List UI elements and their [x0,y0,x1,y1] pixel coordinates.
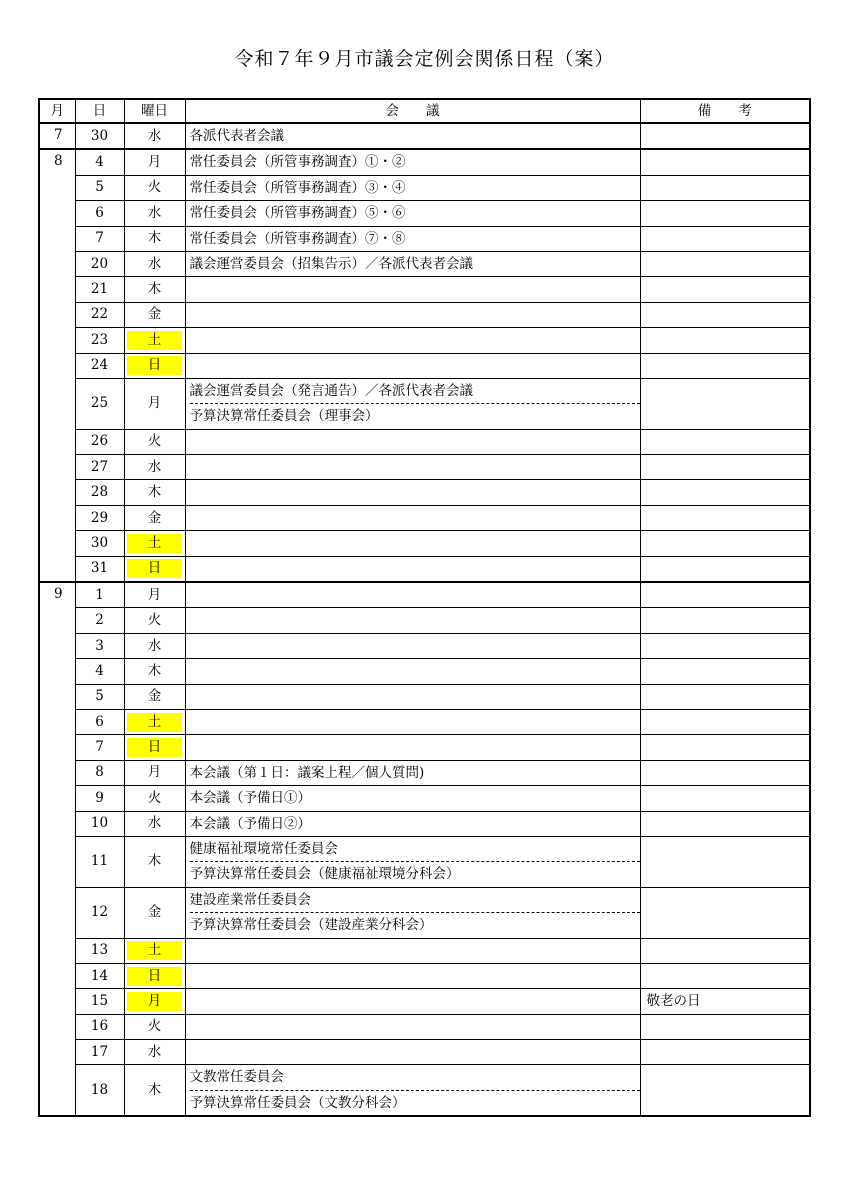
meeting-cell [185,480,640,505]
note-cell [640,201,810,226]
weekday-label: 火 [147,612,162,629]
meeting-cell [185,556,640,582]
meeting-entry: 常任委員会（所管事務調査）⑦・⑧ [189,230,406,247]
weekday-cell [124,989,185,1014]
note-cell [640,786,810,811]
month-cell [39,378,75,429]
schedule-row [39,353,810,378]
schedule-row [39,201,810,226]
schedule-row [39,123,810,149]
schedule-row [39,989,810,1014]
schedule-row [39,608,810,633]
weekday-label: 金 [147,306,162,323]
month-cell [39,836,75,887]
note-cell [640,251,810,276]
weekday-label: 水 [147,458,162,475]
month-cell [39,633,75,658]
month-cell [39,455,75,480]
schedule-row [39,1040,810,1065]
weekday-label: 水 [147,204,162,221]
meeting-entry [190,354,640,378]
weekday-cell [124,302,185,327]
note-cell [640,378,810,429]
weekday-cell [124,786,185,811]
schedule-row [39,735,810,760]
meeting-entry [190,939,640,963]
weekday-cell [124,277,185,302]
meeting-cell [185,123,640,149]
meeting-cell [185,659,640,684]
note-cell [640,582,810,608]
schedule-row [39,659,810,684]
meeting-cell [185,149,640,175]
meeting-cell [185,201,640,226]
day-cell: 13 [75,938,124,963]
month-cell [39,556,75,582]
weekday-label: 火 [147,179,162,196]
month-cell [39,1014,75,1039]
month-cell [39,277,75,302]
day-cell: 21 [75,277,124,302]
meeting-cell [185,633,640,658]
weekday-cell [124,836,185,887]
month-cell [39,353,75,378]
header-meeting: 会 議 [185,99,640,123]
meeting-entry [190,1015,640,1039]
meeting-entry: 予算決算常任委員会（建設産業分科会） [190,912,640,937]
meeting-entry [190,659,640,683]
month-cell [39,608,75,633]
weekday-label: 木 [147,281,162,298]
month-cell [39,201,75,226]
schedule-row [39,556,810,582]
month-cell: 7 [39,123,75,149]
meeting-entry: 文教常任委員会 [189,1069,284,1086]
schedule-row [39,302,810,327]
schedule-row [39,709,810,734]
note-cell [640,938,810,963]
month-cell [39,963,75,988]
day-cell: 7 [75,226,124,251]
note-cell [640,353,810,378]
header-day: 日 [75,99,124,123]
day-cell: 2 [75,608,124,633]
day-cell: 12 [75,887,124,938]
weekday-label: 木 [147,1081,162,1098]
weekday-cell [124,811,185,836]
weekday-cell [124,1065,185,1116]
meeting-entry [190,1040,640,1064]
note-cell [640,531,810,556]
day-cell: 5 [75,175,124,200]
meeting-entry: 本会議（予備日①） [189,790,311,807]
note-cell [640,811,810,836]
note-cell [640,149,810,175]
weekday-label: 金 [147,509,162,526]
weekday-cell [124,480,185,505]
day-cell: 11 [75,836,124,887]
meeting-entry [190,989,640,1013]
meeting-cell [185,251,640,276]
month-cell [39,887,75,938]
meeting-entry [190,634,640,658]
meeting-entry: 各派代表者会議 [189,128,284,144]
meeting-entry [190,506,640,530]
note-cell [640,1014,810,1039]
meeting-cell [185,353,640,378]
holiday-weekday-label: 土 [127,534,182,553]
meeting-entry [190,685,640,709]
weekday-cell [124,149,185,175]
weekday-cell [124,709,185,734]
schedule-row [39,505,810,530]
weekday-cell [124,1014,185,1039]
meeting-entry: 常任委員会（所管事務調査）③・④ [189,179,406,196]
header-month: 月 [39,99,75,123]
weekday-cell [124,633,185,658]
day-cell: 25 [75,378,124,429]
month-cell [39,1065,75,1116]
day-cell: 24 [75,353,124,378]
schedule-row [39,786,810,811]
meeting-cell [185,1040,640,1065]
day-cell: 30 [75,531,124,556]
month-cell [39,989,75,1014]
day-cell: 30 [75,123,124,149]
holiday-weekday-label: 日 [127,967,182,986]
note-cell [640,455,810,480]
meeting-entry [190,964,640,988]
month-cell [39,328,75,353]
note-cell [640,608,810,633]
meeting-entry [190,277,640,301]
meeting-entry: 議会運営委員会（発言通告）／各派代表者会議 [189,382,473,399]
weekday-label: 金 [147,904,162,921]
note-cell [640,836,810,887]
weekday-cell [124,175,185,200]
meeting-cell [185,505,640,530]
note-cell [640,887,810,938]
meeting-entry: 常任委員会（所管事務調査）①・② [189,154,406,171]
weekday-label: 月 [147,154,162,171]
day-cell: 7 [75,735,124,760]
weekday-label: 水 [147,815,162,832]
page-title: 令和７年９月市議会定例会関係日程（案） [234,48,615,70]
holiday-weekday-label: 土 [127,941,182,960]
header-row [39,99,810,123]
month-cell [39,251,75,276]
meeting-entry: 本会議（予備日②） [189,815,311,832]
weekday-cell [124,251,185,276]
weekday-label: 木 [147,484,162,501]
weekday-cell [124,735,185,760]
weekday-cell [124,531,185,556]
weekday-label: 火 [147,433,162,450]
day-cell: 1 [75,582,124,608]
day-cell: 16 [75,1014,124,1039]
month-cell: 8 [39,149,75,175]
schedule-row [39,963,810,988]
day-cell: 22 [75,302,124,327]
note-cell [640,226,810,251]
day-cell: 14 [75,963,124,988]
schedule-row [39,811,810,836]
day-cell: 4 [75,149,124,175]
holiday-weekday-label: 日 [127,559,182,578]
note-cell [640,175,810,200]
day-cell: 6 [75,709,124,734]
weekday-label: 木 [147,230,162,247]
meeting-cell [185,175,640,200]
note-cell [640,659,810,684]
schedule-row [39,251,810,276]
meeting-cell [185,608,640,633]
meeting-entry [190,557,640,581]
meeting-entry: 予算決算常任委員会（健康福祉環境分科会） [190,861,640,886]
day-cell: 20 [75,251,124,276]
month-cell [39,811,75,836]
weekday-label: 木 [147,662,162,679]
weekday-label: 水 [147,1043,162,1060]
weekday-cell [124,1040,185,1065]
meeting-entry [190,303,640,327]
schedule-row [39,1014,810,1039]
weekday-label: 月 [147,395,162,412]
schedule-row [39,429,810,454]
meeting-entry [190,480,640,504]
meeting-cell [185,684,640,709]
meeting-cell [185,1014,640,1039]
weekday-cell [124,556,185,582]
weekday-cell [124,659,185,684]
schedule-row [39,633,810,658]
weekday-label: 水 [147,637,162,654]
weekday-cell [124,608,185,633]
schedule-row [39,1065,810,1116]
schedule-row [39,887,810,938]
note-cell [640,123,810,149]
weekday-label: 火 [147,789,162,806]
holiday-weekday-label: 日 [127,738,182,757]
meeting-cell [185,226,640,251]
schedule-row [39,455,810,480]
meeting-cell [185,328,640,353]
meeting-cell [185,786,640,811]
note-cell [640,684,810,709]
month-cell [39,786,75,811]
month-cell [39,659,75,684]
schedule-row [39,480,810,505]
weekday-label: 月 [147,586,162,603]
schedule-row [39,328,810,353]
month-cell [39,175,75,200]
day-cell: 17 [75,1040,124,1065]
day-cell: 9 [75,786,124,811]
meeting-cell [185,811,640,836]
note-cell [640,480,810,505]
day-cell: 27 [75,455,124,480]
weekday-label: 月 [147,764,162,781]
meeting-cell [185,709,640,734]
meeting-cell [185,938,640,963]
month-cell [39,302,75,327]
day-cell: 18 [75,1065,124,1116]
weekday-cell [124,429,185,454]
meeting-cell [185,455,640,480]
weekday-label: 水 [147,127,162,144]
note-cell [640,556,810,582]
meeting-cell [185,531,640,556]
weekday-cell [124,328,185,353]
weekday-cell [124,226,185,251]
meeting-cell [185,582,640,608]
meeting-cell [185,378,640,429]
meeting-cell [185,760,640,785]
schedule-body [39,123,810,1116]
meeting-entry [190,608,640,632]
day-cell: 28 [75,480,124,505]
day-cell: 31 [75,556,124,582]
holiday-weekday-label: 土 [127,713,182,732]
weekday-cell [124,201,185,226]
meeting-entry: 常任委員会（所管事務調査）⑤・⑥ [189,205,406,222]
holiday-weekday-label: 日 [127,356,182,375]
day-cell: 15 [75,989,124,1014]
note-cell [640,302,810,327]
note-cell [640,505,810,530]
day-cell: 10 [75,811,124,836]
note-cell [640,429,810,454]
note-cell [640,328,810,353]
schedule-row [39,226,810,251]
meeting-entry: 建設産業常任委員会 [189,891,311,908]
weekday-cell [124,760,185,785]
month-cell [39,684,75,709]
meeting-entry: 健康福祉環境常任委員会 [189,840,338,857]
note-cell: 敬老の日 [640,989,810,1014]
meeting-cell [185,963,640,988]
weekday-cell [124,353,185,378]
schedule-row [39,836,810,887]
day-cell: 3 [75,633,124,658]
weekday-cell [124,582,185,608]
month-cell [39,709,75,734]
note-cell [640,1040,810,1065]
day-cell: 8 [75,760,124,785]
month-cell [39,531,75,556]
weekday-cell [124,887,185,938]
day-cell: 6 [75,201,124,226]
meeting-entry: 議会運営委員会（招集告示）／各派代表者会議 [189,255,473,272]
month-cell [39,938,75,963]
note-cell [640,1065,810,1116]
weekday-cell [124,123,185,149]
meeting-cell [185,1065,640,1116]
schedule-row [39,149,810,175]
schedule-table [38,98,811,1117]
meeting-cell [185,989,640,1014]
weekday-cell [124,938,185,963]
holiday-weekday-label: 土 [127,331,182,350]
note-cell [640,760,810,785]
schedule-row [39,531,810,556]
meeting-entry [190,710,640,734]
weekday-label: 水 [147,255,162,272]
schedule-row [39,277,810,302]
weekday-label: 金 [147,688,162,705]
day-cell: 26 [75,429,124,454]
month-cell [39,480,75,505]
month-cell [39,226,75,251]
weekday-cell [124,455,185,480]
day-cell: 23 [75,328,124,353]
meeting-entry [190,583,640,607]
note-cell [640,735,810,760]
meeting-entry [190,531,640,555]
meeting-entry: 本会議（第１日：議案上程／個人質問) [189,764,425,781]
schedule-row [39,378,810,429]
meeting-entry: 予算決算常任委員会（理事会） [190,403,640,428]
meeting-cell [185,836,640,887]
meeting-entry [190,328,640,352]
meeting-entry [190,455,640,479]
month-cell [39,429,75,454]
schedule-row [39,582,810,608]
note-cell [640,963,810,988]
holiday-weekday-label: 月 [127,992,182,1011]
meeting-entry [190,735,640,759]
weekday-cell [124,684,185,709]
day-cell: 5 [75,684,124,709]
header-weekday: 曜日 [124,99,185,123]
schedule-row [39,684,810,709]
note-cell [640,633,810,658]
month-cell [39,1040,75,1065]
schedule-row [39,938,810,963]
weekday-label: 木 [147,853,162,870]
weekday-label: 火 [147,1018,162,1035]
weekday-cell [124,505,185,530]
meeting-cell [185,429,640,454]
meeting-cell [185,887,640,938]
header-notes: 備 考 [640,99,810,123]
schedule-row [39,175,810,200]
meeting-cell [185,735,640,760]
note-cell [640,709,810,734]
meeting-entry [190,430,640,454]
meeting-cell [185,277,640,302]
weekday-cell [124,378,185,429]
month-cell [39,760,75,785]
meeting-cell [185,302,640,327]
month-cell [39,505,75,530]
schedule-row [39,760,810,785]
meeting-entry: 予算決算常任委員会（文教分科会） [190,1090,640,1115]
weekday-cell [124,963,185,988]
day-cell: 29 [75,505,124,530]
month-cell [39,735,75,760]
note-cell [640,277,810,302]
day-cell: 4 [75,659,124,684]
month-cell: 9 [39,582,75,608]
